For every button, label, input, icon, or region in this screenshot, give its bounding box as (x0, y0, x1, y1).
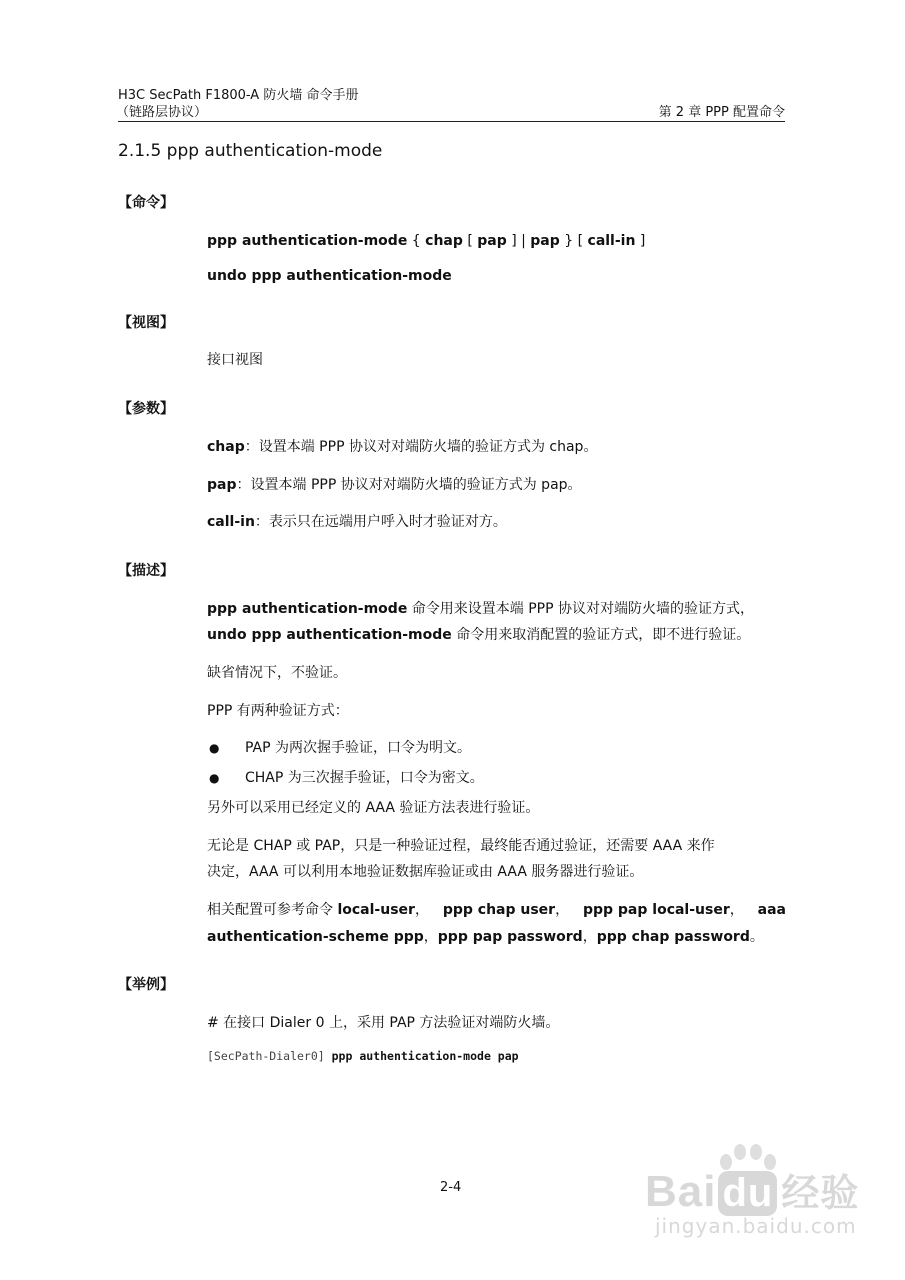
bullet-pap: PAP 为两次握手验证，口令为明文。 (245, 740, 472, 756)
example-code (207, 1049, 519, 1063)
desc-keyword: local-user (337, 902, 415, 918)
cmd-punct: } [ (559, 233, 588, 249)
watermark-jingyan: 经验 (781, 1173, 860, 1215)
desc-aaa: 另外可以采用已经定义的 AAA 验证方法表进行验证。 (207, 800, 540, 816)
desc-keyword: undo ppp authentication-mode (207, 627, 452, 643)
desc-text: 命令用来取消配置的验证方式，即不进行验证。 (451, 627, 751, 643)
param-chap (207, 434, 597, 460)
desc-keyword: ppp authentication-mode (207, 601, 408, 617)
desc-line1 (207, 596, 754, 622)
command-syntax (207, 233, 645, 249)
bullet-chap: CHAP 为三次握手验证，口令为密文。 (245, 770, 484, 786)
desc-text: 相关配置可参考命令 (207, 902, 338, 918)
desc-punct: ， (582, 929, 597, 945)
watermark-du: du (718, 1171, 777, 1216)
label-command: 【命令】 (118, 195, 174, 211)
command-undo: undo ppp authentication-mode (207, 268, 452, 284)
cmd-punct: { (407, 233, 426, 249)
desc-default: 缺省情况下，不验证。 (207, 665, 347, 681)
desc-keyword: ppp chap user (442, 902, 556, 918)
desc-keyword: aaa (757, 902, 786, 918)
desc-keyword: authentication-scheme ppp (207, 929, 424, 945)
desc-keyword: ppp pap local-user (582, 902, 730, 918)
label-view: 【视图】 (118, 315, 174, 331)
header-rule (118, 121, 785, 122)
view-text: 接口视图 (207, 352, 263, 368)
desc-text: 命令用来设置本端 PPP 协议对对端防火墙的验证方式， (407, 601, 755, 617)
param-desc: ：设置本端 PPP 协议对对端防火墙的验证方式为 pap。 (236, 477, 582, 493)
watermark-bai: Bai (645, 1167, 717, 1216)
label-example: 【举例】 (118, 977, 174, 993)
cmd-keyword: ppp authentication-mode (207, 233, 408, 249)
desc-punct: ， (729, 902, 744, 918)
param-pap (207, 472, 582, 498)
desc-punct: ， (555, 902, 570, 918)
desc-verify-2: 决定，AAA 可以利用本地验证数据库验证或由 AAA 服务器进行验证。 (207, 864, 644, 880)
bullet-icon: ● (209, 741, 220, 755)
cmd-punct: ] (635, 233, 646, 249)
header-subtitle: （链路层协议） (116, 105, 208, 120)
watermark-logo (645, 1162, 859, 1217)
label-desc: 【描述】 (118, 563, 174, 579)
section-title: 2.1.5 ppp authentication-mode (118, 141, 383, 161)
watermark-url: jingyan.baidu.com (655, 1214, 857, 1238)
param-call-in (207, 509, 507, 535)
param-desc: ：表示只在远端用户呼入时才验证对方。 (254, 514, 507, 530)
cmd-punct: [ (462, 233, 478, 249)
cmd-keyword: call-in (587, 233, 636, 249)
code-command: ppp authentication-mode pap (324, 1049, 519, 1063)
cmd-keyword: pap (477, 233, 507, 249)
cmd-keyword: pap (530, 233, 560, 249)
cmd-punct: ] | (506, 233, 531, 249)
desc-punct: ， (414, 902, 429, 918)
desc-line2 (207, 622, 750, 648)
desc-keyword: ppp chap password (596, 929, 750, 945)
example-text: # 在接口 Dialer 0 上，采用 PAP 方法验证对端防火墙。 (207, 1015, 560, 1031)
param-keyword: pap (207, 477, 237, 493)
label-params: 【参数】 (118, 401, 174, 417)
header-chapter: 第 2 章 PPP 配置命令 (658, 105, 785, 120)
page-number: 2-4 (440, 1180, 462, 1195)
code-prompt: [SecPath-Dialer0] (207, 1049, 325, 1063)
cmd-keyword: chap (425, 233, 463, 249)
desc-two-modes: PPP 有两种验证方式： (207, 703, 349, 719)
desc-verify-1: 无论是 CHAP 或 PAP，只是一种验证过程，最终能否通过验证，还需要 AAA 来作 (207, 838, 715, 854)
bullet-icon: ● (209, 771, 220, 785)
param-keyword: chap (207, 439, 245, 455)
header-title: H3C SecPath F1800-A 防火墙 命令手册 (118, 88, 359, 103)
param-desc: ：设置本端 PPP 协议对对端防火墙的验证方式为 chap。 (244, 439, 598, 455)
desc-punct: ， (423, 929, 438, 945)
desc-keyword: ppp pap password (437, 929, 583, 945)
desc-related-2 (207, 924, 764, 950)
desc-punct: 。 (749, 929, 764, 945)
desc-related-1 (207, 897, 786, 923)
param-keyword: call-in (207, 514, 255, 530)
